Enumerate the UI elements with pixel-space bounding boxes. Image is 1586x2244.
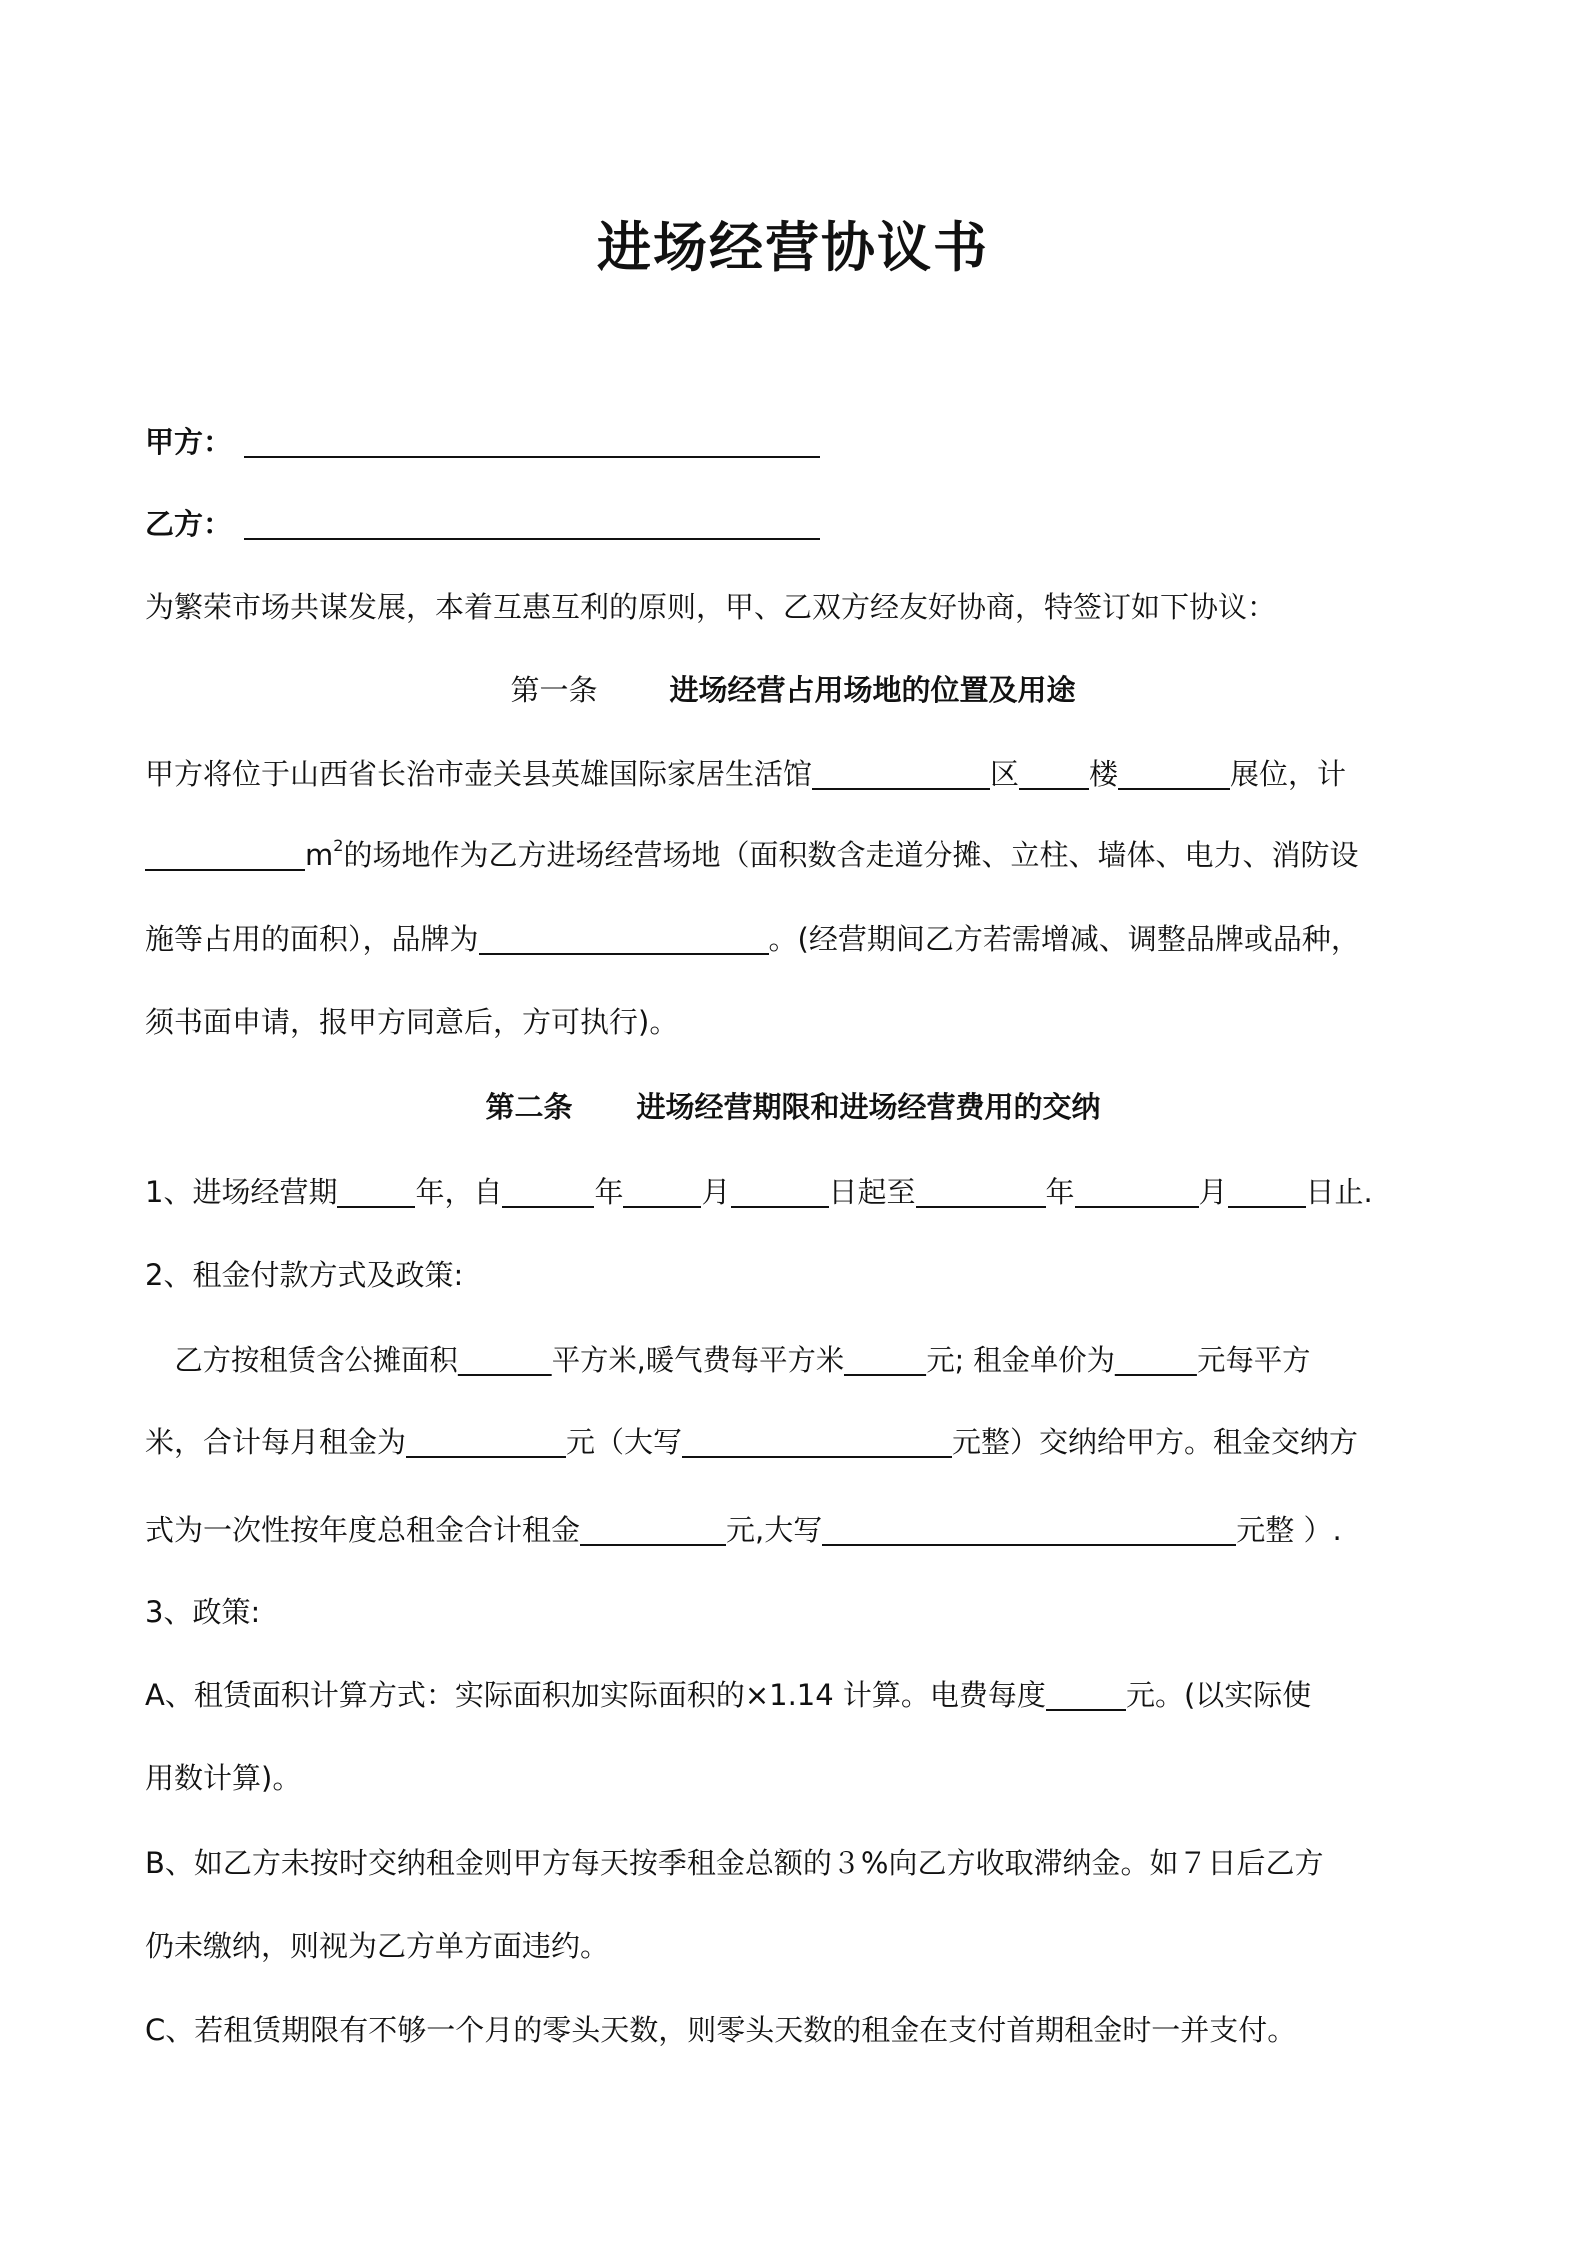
end-month-blank — [1075, 1176, 1199, 1208]
zone-blank — [812, 758, 990, 790]
end-day-blank — [1228, 1176, 1306, 1208]
article-1-title: 进场经营占用场地的位置及用途 — [669, 673, 1076, 707]
brand-blank — [479, 923, 769, 955]
text: 年 — [594, 1175, 624, 1209]
clause-3-heading: 3、政策: — [145, 1595, 261, 1629]
area-unit: m — [305, 838, 334, 872]
text: 年 — [1045, 1175, 1075, 1209]
text: 。(经营期间乙方若需增减、调整品牌或品种， — [768, 922, 1360, 956]
text: 年，自 — [415, 1175, 503, 1209]
article-1-line-2 — [145, 833, 1455, 877]
start-month-blank — [623, 1176, 701, 1208]
rental-area-blank — [458, 1344, 552, 1376]
text: 元每平方 — [1197, 1343, 1311, 1377]
monthly-rent-words-blank — [682, 1426, 952, 1458]
text: 月 — [701, 1175, 731, 1209]
text: A、租赁面积计算方式：实际面积加实际面积的×1.14 计算。电费每度 — [145, 1678, 1046, 1712]
text: 的场地作为乙方进场经营场地（面积数含走道分摊、立柱、墙体、电力、消防设 — [343, 838, 1359, 872]
text: 式为一次性按年度总租金合计租金 — [145, 1513, 581, 1547]
annual-rent-blank — [580, 1514, 726, 1546]
text: 楼 — [1089, 757, 1119, 791]
start-year-blank — [502, 1176, 594, 1208]
text: 元整）交纳给甲方。租金交纳方 — [952, 1425, 1359, 1459]
policy-a-line-1 — [145, 1673, 1455, 1717]
text: 展位，计 — [1230, 757, 1347, 791]
article-1-line-1 — [145, 752, 1455, 796]
text: 月 — [1198, 1175, 1228, 1209]
policy-c-line-1: C、若租赁期限有不够一个月的零头天数，则零头天数的租金在支付首期租金时一并支付。 — [145, 2013, 1297, 2047]
building-blank — [1019, 758, 1089, 790]
article-1-heading — [0, 668, 1586, 712]
text: 乙方按租赁含公摊面积 — [174, 1343, 458, 1377]
text: 日起至 — [828, 1175, 916, 1209]
policy-a-line-2: 用数计算)。 — [145, 1761, 302, 1795]
document-title: 进场经营协议书 — [597, 216, 989, 279]
unit-price-blank — [1115, 1344, 1197, 1376]
party-b-blank — [244, 508, 820, 540]
clause-2-heading: 2、租金付款方式及政策: — [145, 1258, 464, 1292]
end-year-blank — [916, 1176, 1046, 1208]
booth-blank — [1118, 758, 1230, 790]
text: 元,大写 — [726, 1513, 823, 1547]
text: 平方米,暖气费每平方米 — [551, 1343, 845, 1377]
article-2-number: 第二条 — [485, 1090, 573, 1124]
text: 区 — [990, 757, 1020, 791]
article-1-number: 第一条 — [510, 673, 598, 707]
article-1-line-3 — [145, 917, 1455, 961]
policy-b-line-1: B、如乙方未按时交纳租金则甲方每天按季租金总额的３%向乙方收取滞纳金。如７日后乙方 — [145, 1846, 1324, 1880]
party-b-label: 乙方： — [145, 507, 233, 541]
annual-rent-words-blank — [822, 1514, 1236, 1546]
start-day-blank — [731, 1176, 829, 1208]
party-a-label: 甲方： — [145, 425, 233, 459]
text: 1、进场经营期 — [145, 1175, 338, 1209]
clause-2-line-3 — [145, 1508, 1455, 1552]
text: 日止. — [1305, 1175, 1373, 1209]
text: 元; 租金单价为 — [926, 1343, 1116, 1377]
text: 元整 ）. — [1236, 1513, 1342, 1547]
monthly-rent-blank — [406, 1426, 566, 1458]
area-unit-exponent: 2 — [333, 836, 344, 855]
text: 米，合计每月租金为 — [145, 1425, 407, 1459]
intro-paragraph: 为繁荣市场共谋发展，本着互惠互利的原则，甲、乙双方经友好协商，特签订如下协议： — [145, 590, 1277, 624]
years-blank — [337, 1176, 415, 1208]
heating-fee-blank — [844, 1344, 926, 1376]
clause-2-line-2 — [145, 1420, 1455, 1464]
policy-b-line-2: 仍未缴纳，则视为乙方单方面违约。 — [145, 1929, 610, 1963]
party-b-line — [145, 502, 1455, 546]
text: 元（大写 — [566, 1425, 683, 1459]
text: 甲方将位于山西省长治市壶关县英雄国际家居生活馆 — [145, 757, 813, 791]
text: 施等占用的面积），品牌为 — [145, 922, 479, 956]
electricity-fee-blank — [1046, 1679, 1126, 1711]
party-a-blank — [244, 426, 820, 458]
party-a-line — [145, 420, 1455, 464]
clause-2-line-1 — [145, 1338, 1455, 1382]
text: 元。(以实际使 — [1125, 1678, 1312, 1712]
clause-1-term — [145, 1170, 1455, 1214]
article-2-heading — [0, 1085, 1586, 1129]
article-2-title: 进场经营期限和进场经营费用的交纳 — [636, 1090, 1101, 1124]
area-blank — [145, 839, 305, 871]
article-1-line-4: 须书面申请，报甲方同意后，方可执行)。 — [145, 1005, 679, 1039]
